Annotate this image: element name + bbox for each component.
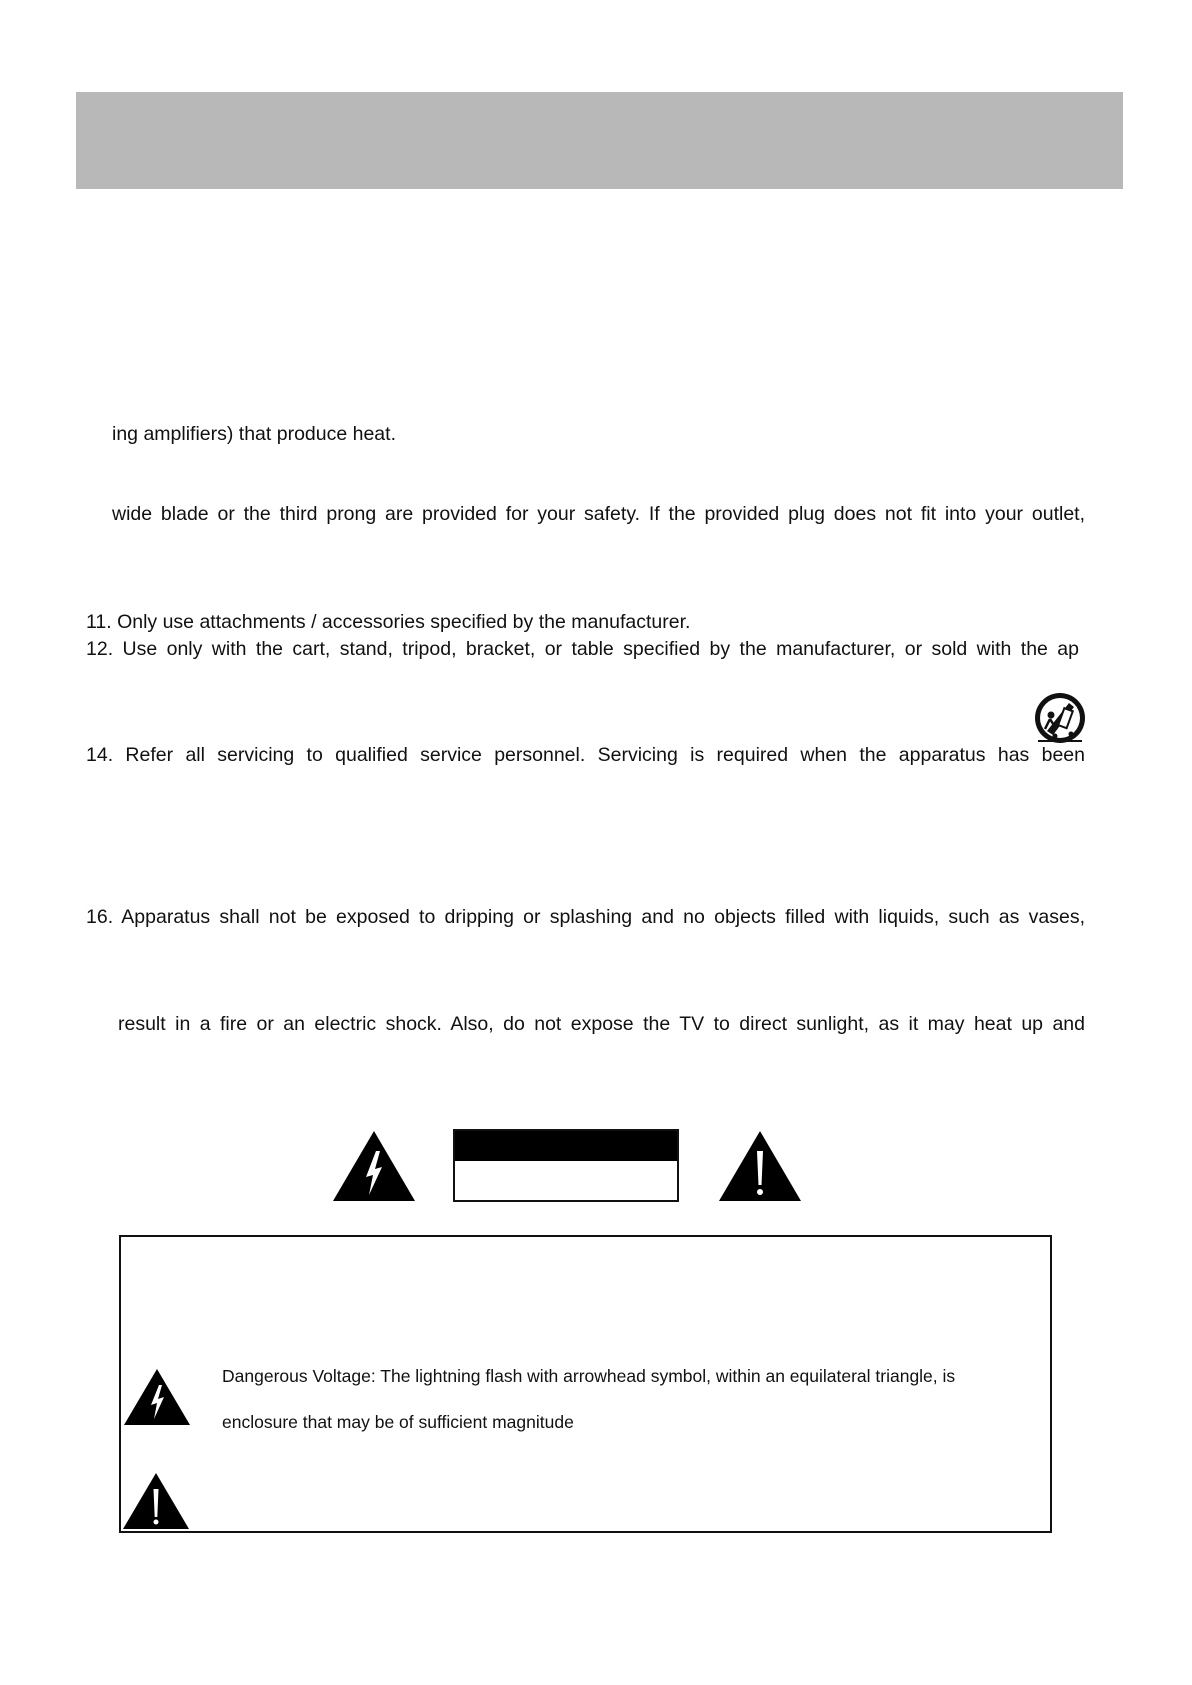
voltage-description-line1: Dangerous Voltage: The lightning flash with arrowhead symbol, within an equilateral triangle, is	[222, 1366, 956, 1386]
text-line-item-14: 14. Refer all servicing to qualified service personnel. Servicing is required when the apparatus has been	[86, 744, 1085, 766]
text-line-plug: wide blade or the third prong are provided for your safety. If the provided plug does not fit into your outlet,	[112, 503, 1085, 525]
caution-label-bar	[455, 1131, 677, 1161]
text-line-item-16: 16. Apparatus shall not be exposed to dripping or splashing and no objects filled with liquids, such as vases,	[86, 906, 1085, 928]
voltage-description-line2: enclosure that may be of sufficient magnitude	[222, 1412, 574, 1432]
cart-tipover-icon	[1033, 691, 1087, 745]
text-line-item-11: 11. Only use attachments / accessories specified by the manufacturer.	[86, 611, 691, 633]
text-line-sunlight: result in a fire or an electric shock. Also, do not expose the TV to direct sunlight, as it may heat up and	[118, 1013, 1085, 1035]
text-line-item-12: 12. Use only with the cart, stand, tripod, bracket, or table specified by the manufacturer, or sold with the ap	[86, 638, 1079, 660]
caution-label	[453, 1129, 679, 1202]
lightning-warning-icon-small	[122, 1367, 192, 1427]
exclamation-warning-icon	[717, 1129, 803, 1203]
text-line-heat: ing amplifiers) that produce heat.	[112, 423, 396, 445]
lightning-warning-icon	[331, 1129, 417, 1203]
warning-explanation-box	[119, 1235, 1052, 1533]
header-band	[76, 92, 1123, 189]
exclamation-warning-icon-small	[121, 1471, 191, 1531]
